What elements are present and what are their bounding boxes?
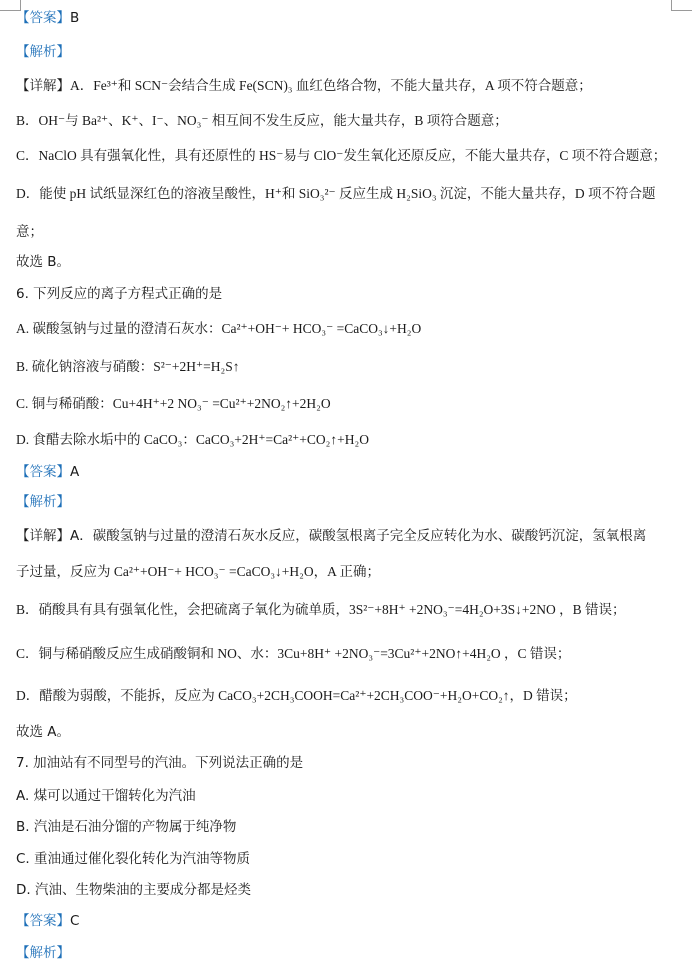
analysis-line — [16, 492, 684, 512]
answer-line — [16, 911, 684, 931]
analysis-tag: 【解析】 — [16, 494, 70, 510]
answer-line — [16, 8, 684, 28]
answer-value: B — [70, 10, 80, 26]
answer-tag: 【答案】 — [16, 464, 70, 480]
analysis-line — [16, 42, 684, 62]
choice-b: B. 汽油是石油分馏的产物属于纯净物 — [16, 819, 237, 835]
answer-value: C — [70, 913, 80, 929]
conclusion-line: 故选 A。 — [16, 724, 71, 740]
answer-line — [16, 462, 684, 482]
question-stem: 7. 加油站有不同型号的汽油。下列说法正确的是 — [16, 755, 304, 771]
option-line: B．OH⁻与 Ba²⁺、K⁺、I⁻、NO₃⁻ 相互间不发生反应，能大量共存，B 项符合题意； — [16, 113, 508, 128]
choice-c: C. 重油通过催化裂化转化为汽油等物质 — [16, 851, 251, 867]
conclusion-line: 故选 B。 — [16, 254, 71, 270]
analysis-tag: 【解析】 — [16, 44, 70, 60]
choice-d: D. 食醋去除水垢中的 CaCO₃：CaCO₃+2H⁺=Ca²⁺+CO₂↑+H₂O — [16, 432, 369, 447]
choice-c: C. 铜与稀硝酸：Cu+4H⁺+2 NO₃⁻ =Cu²⁺+2NO₂↑+2H₂O — [16, 396, 331, 411]
option-line: C．NaClO 具有强氧化性，具有还原性的 HS⁻易与 ClO⁻发生氧化还原反应，不能大量共存，C 项不符合题意； — [16, 148, 667, 163]
choice-d: D. 汽油、生物柴油的主要成分都是烃类 — [16, 882, 251, 898]
question-stem: 6. 下列反应的离子方程式正确的是 — [16, 286, 223, 302]
answer-value: A — [70, 464, 80, 480]
choice-a: A. 碳酸氢钠与过量的澄清石灰水：Ca²⁺+OH⁻+ HCO₃⁻ =CaCO₃↓+H₂O — [16, 321, 422, 336]
text-line: 子过量，反应为 Ca²⁺+OH⁻+ HCO₃⁻ =CaCO₃↓+H₂O，A 正确； — [16, 564, 380, 579]
analysis-line — [16, 943, 684, 963]
explanation-line: B．硝酸具有具有强氧化性，会把硫离子氧化为硫单质，3S²⁻+8H⁺ +2NO₃⁻=4H₂O+3S↓+2NO ，B 错误； — [16, 602, 626, 617]
option-line: D．能使 pH 试纸显深红色的溶液呈酸性，H⁺和 SiO₃²⁻ 反应生成 H₂SiO₃ 沉淀，不能大量共存，D 项不符合题 — [16, 186, 656, 201]
choice-a: A. 煤可以通过干馏转化为汽油 — [16, 788, 196, 804]
explanation-line: D．醋酸为弱酸，不能拆，反应为 CaCO₃+2CH₃COOH=Ca²⁺+2CH₃COO⁻+H₂O+CO₂↑，D 错误； — [16, 688, 577, 703]
answer-tag: 【答案】 — [16, 10, 70, 26]
detail-line: 【详解】A．Fe³⁺和 SCN⁻会结合生成 Fe(SCN)₃ 血红色络合物，不能大量共存，A 项不符合题意； — [16, 78, 592, 93]
explanation-line: C．铜与稀硝酸反应生成硝酸铜和 NO、水：3Cu+8H⁺ +2NO₃⁻=3Cu²⁺+2NO↑+4H₂O ，C 错误； — [16, 646, 571, 661]
answer-tag: 【答案】 — [16, 913, 70, 929]
analysis-tag: 【解析】 — [16, 945, 70, 961]
text-line: 意； — [16, 224, 43, 240]
choice-b: B. 硫化钠溶液与硝酸：S²⁻+2H⁺=H₂S↑ — [16, 359, 240, 374]
detail-line: 【详解】A．碳酸氢钠与过量的澄清石灰水反应，碳酸氢根离子完全反应转化为水、碳酸钙沉淀，氢氧根离 — [16, 528, 647, 544]
